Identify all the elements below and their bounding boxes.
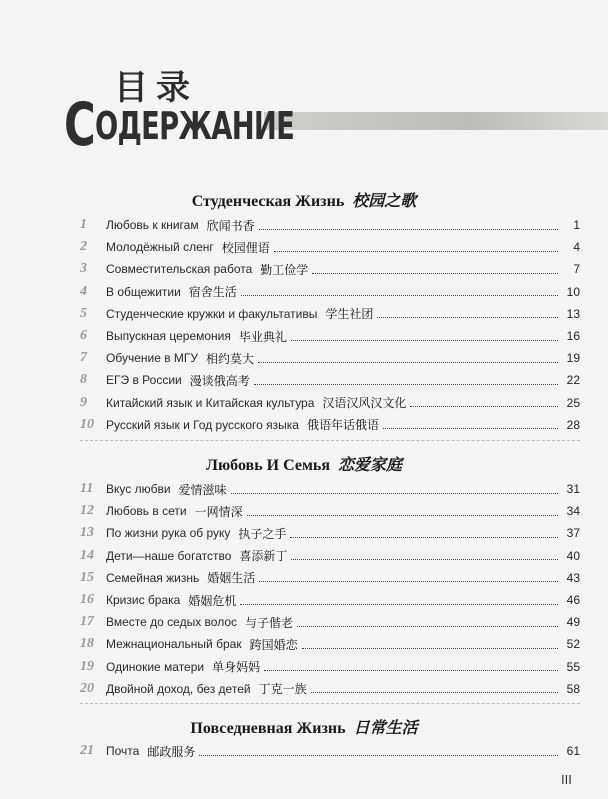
entry-title-russian: Любовь в сети [106, 504, 187, 519]
toc-entry[interactable] [80, 500, 580, 522]
title-russian-capital: С [64, 90, 95, 160]
entry-number: 18 [80, 636, 94, 652]
section-title-chinese: 日常生活 [353, 718, 418, 737]
entry-title-russian: Межнациональный брак [106, 637, 242, 652]
entry-page-number: 52 [566, 637, 580, 652]
entry-page-number: 37 [566, 526, 580, 541]
entry-number: 13 [80, 525, 94, 541]
section-title-russian: Повседневная Жизнь [190, 720, 346, 737]
dot-leader [259, 229, 558, 230]
toc-entry[interactable] [80, 214, 580, 236]
entry-number: 15 [80, 569, 94, 585]
entry-title-chinese: 婚姻危机 [188, 593, 237, 608]
entry-page-number: 43 [566, 570, 580, 585]
entry-title-chinese: 汉语汉风汉文化 [322, 396, 407, 411]
toc-entry[interactable] [80, 281, 580, 303]
entry-title-russian: Семейная жизнь [106, 570, 200, 585]
entry-page-number: 22 [566, 373, 580, 388]
entry-number: 19 [80, 658, 94, 674]
entry-title-chinese: 单身妈妈 [212, 660, 261, 675]
entry-page-number: 31 [566, 482, 580, 497]
entry-title-russian: Почта [106, 744, 140, 759]
dot-leader [254, 384, 558, 385]
toc-entry[interactable] [80, 325, 580, 347]
entry-page-number: 61 [566, 744, 580, 759]
dot-leader [291, 340, 558, 341]
entry-title-russian: Вместе до седых волос [106, 615, 238, 630]
entry-page-number: 28 [566, 417, 580, 432]
toc-entry[interactable] [80, 611, 580, 633]
entry-title-chinese: 执子之手 [238, 526, 287, 541]
entry-title-chinese: 学生社团 [325, 307, 374, 322]
entry-title-chinese: 爱情滋味 [178, 482, 227, 497]
entry-number: 6 [80, 328, 87, 344]
section-title-russian: Любовь И Семья [206, 457, 330, 474]
entry-number: 12 [80, 503, 94, 519]
entry-title-russian: Дети—наше богатство [106, 548, 232, 563]
title-chinese: 目录 [114, 68, 198, 108]
dot-leader [274, 251, 558, 252]
entry-title-russian: Двойной доход, без детей [106, 681, 251, 696]
toc-entry[interactable] [80, 236, 580, 258]
entry-number: 14 [80, 547, 94, 563]
entry-title-russian: По жизни рука об руку [106, 526, 231, 541]
entry-page-number: 7 [573, 262, 580, 277]
toc-entry[interactable] [80, 414, 580, 436]
entry-page-number: 10 [566, 284, 580, 299]
toc-entry[interactable] [80, 678, 580, 700]
entry-page-number: 19 [566, 351, 580, 366]
entry-page-number: 4 [573, 240, 580, 255]
section-divider [80, 440, 580, 441]
entry-number: 20 [80, 680, 94, 696]
entry-number: 7 [80, 350, 87, 366]
entry-title-russian: Вкус любви [106, 482, 171, 497]
entry-number: 10 [80, 416, 94, 432]
entry-number: 2 [80, 239, 87, 255]
entry-number: 8 [80, 372, 87, 388]
entry-title-chinese: 俄语年话俄语 [306, 418, 379, 433]
toc-entry[interactable] [80, 567, 580, 589]
toc-entry[interactable] [80, 369, 580, 391]
entry-title-russian: Любовь к книгам [106, 218, 199, 233]
entry-number: 1 [80, 217, 87, 233]
entry-title-russian: Совместительская работа [106, 262, 253, 277]
dot-leader [241, 295, 558, 296]
entry-number: 3 [80, 261, 87, 277]
toc-entry[interactable] [80, 478, 580, 500]
entry-title-russian: Обучение в МГУ [106, 351, 199, 366]
entry-title-chinese: 婚姻生活 [207, 571, 256, 586]
dot-leader [231, 493, 558, 494]
section-title-chinese: 校园之歌 [352, 191, 417, 210]
entry-title-chinese: 相约莫大 [206, 351, 255, 366]
contents-header [64, 60, 608, 160]
entry-title-chinese: 校园俚语 [221, 240, 270, 255]
section-title [0, 715, 608, 738]
entry-title-russian: Кризис брака [106, 593, 181, 608]
entry-number: 16 [80, 592, 94, 608]
section-title-chinese: 恋爱家庭 [337, 455, 402, 474]
dot-leader [302, 648, 558, 649]
entry-title-russian: В общежитии [106, 284, 181, 299]
entry-title-chinese: 喜添新丁 [239, 549, 288, 564]
dot-leader [199, 755, 558, 756]
section-divider [80, 703, 580, 704]
entry-title-chinese: 欣闻书香 [206, 218, 255, 233]
dot-leader [410, 406, 558, 407]
toc-list [80, 214, 580, 436]
entry-page-number: 40 [566, 548, 580, 563]
dot-leader [258, 362, 558, 363]
entry-number: 9 [80, 394, 87, 410]
toc-entry[interactable] [80, 656, 580, 678]
entry-number: 17 [80, 614, 94, 630]
toc-list [80, 478, 580, 700]
dot-leader [264, 670, 558, 671]
title-russian-rest: ОДЕРЖАНИЕ [94, 104, 295, 148]
dot-leader [377, 317, 558, 318]
entry-page-number: 16 [566, 329, 580, 344]
toc-entry[interactable] [80, 347, 580, 369]
section-title-russian: Студенческая Жизнь [191, 193, 345, 210]
dot-leader [259, 581, 558, 582]
toc-entry[interactable] [80, 522, 580, 544]
dot-leader [240, 604, 558, 605]
toc-entry[interactable] [80, 740, 580, 762]
dot-leader [291, 559, 558, 560]
toc-entry[interactable] [80, 545, 580, 567]
toc-entry[interactable] [80, 303, 580, 325]
dot-leader [290, 537, 558, 538]
dot-leader [312, 273, 558, 274]
entry-title-chinese: 跨国婚恋 [249, 637, 298, 652]
dot-leader [311, 692, 558, 693]
section-title [0, 188, 608, 211]
toc-list [80, 740, 580, 762]
entry-title-chinese: 一网情深 [194, 504, 243, 519]
entry-page-number: 13 [566, 306, 580, 321]
toc-entry[interactable] [80, 392, 580, 414]
toc-entry[interactable] [80, 589, 580, 611]
dot-leader [383, 428, 558, 429]
toc-entry[interactable] [80, 633, 580, 655]
entry-title-russian: Китайский язык и Китайская культура [106, 395, 315, 410]
title-russian [64, 90, 294, 160]
entry-title-chinese: 邮政服务 [147, 744, 196, 759]
header-band [264, 112, 608, 130]
entry-page-number: 58 [566, 681, 580, 696]
entry-number: 21 [80, 743, 94, 759]
entry-page-number: 1 [573, 218, 580, 233]
entry-page-number: 49 [566, 615, 580, 630]
entry-title-russian: Студенческие кружки и факультативы [106, 306, 318, 321]
entry-title-chinese: 宿舍生活 [188, 285, 237, 300]
entry-title-chinese: 与子偕老 [245, 615, 294, 630]
entry-title-russian: Русский язык и Год русского языка [106, 417, 299, 432]
entry-title-russian: ЕГЭ в России [106, 373, 182, 388]
entry-number: 5 [80, 305, 87, 321]
entry-number: 4 [80, 283, 87, 299]
entry-title-chinese: 勤工俭学 [260, 262, 309, 277]
dot-leader [297, 626, 558, 627]
toc-entry[interactable] [80, 258, 580, 280]
entry-page-number: 55 [566, 659, 580, 674]
entry-number: 11 [80, 481, 94, 497]
entry-title-russian: Выпускная церемония [106, 329, 231, 344]
dot-leader [247, 515, 558, 516]
entry-title-chinese: 漫谈俄高考 [189, 373, 250, 388]
entry-page-number: 34 [566, 504, 580, 519]
entry-page-number: 46 [566, 593, 580, 608]
entry-title-russian: Одинокие матери [106, 659, 205, 674]
entry-page-number: 25 [566, 395, 580, 410]
entry-title-russian: Молодёжный сленг [106, 240, 214, 255]
section-title [0, 452, 608, 475]
entry-title-chinese: 丁克一族 [258, 682, 307, 697]
entry-title-chinese: 毕业典礼 [238, 329, 287, 344]
page-number: III [561, 772, 572, 787]
